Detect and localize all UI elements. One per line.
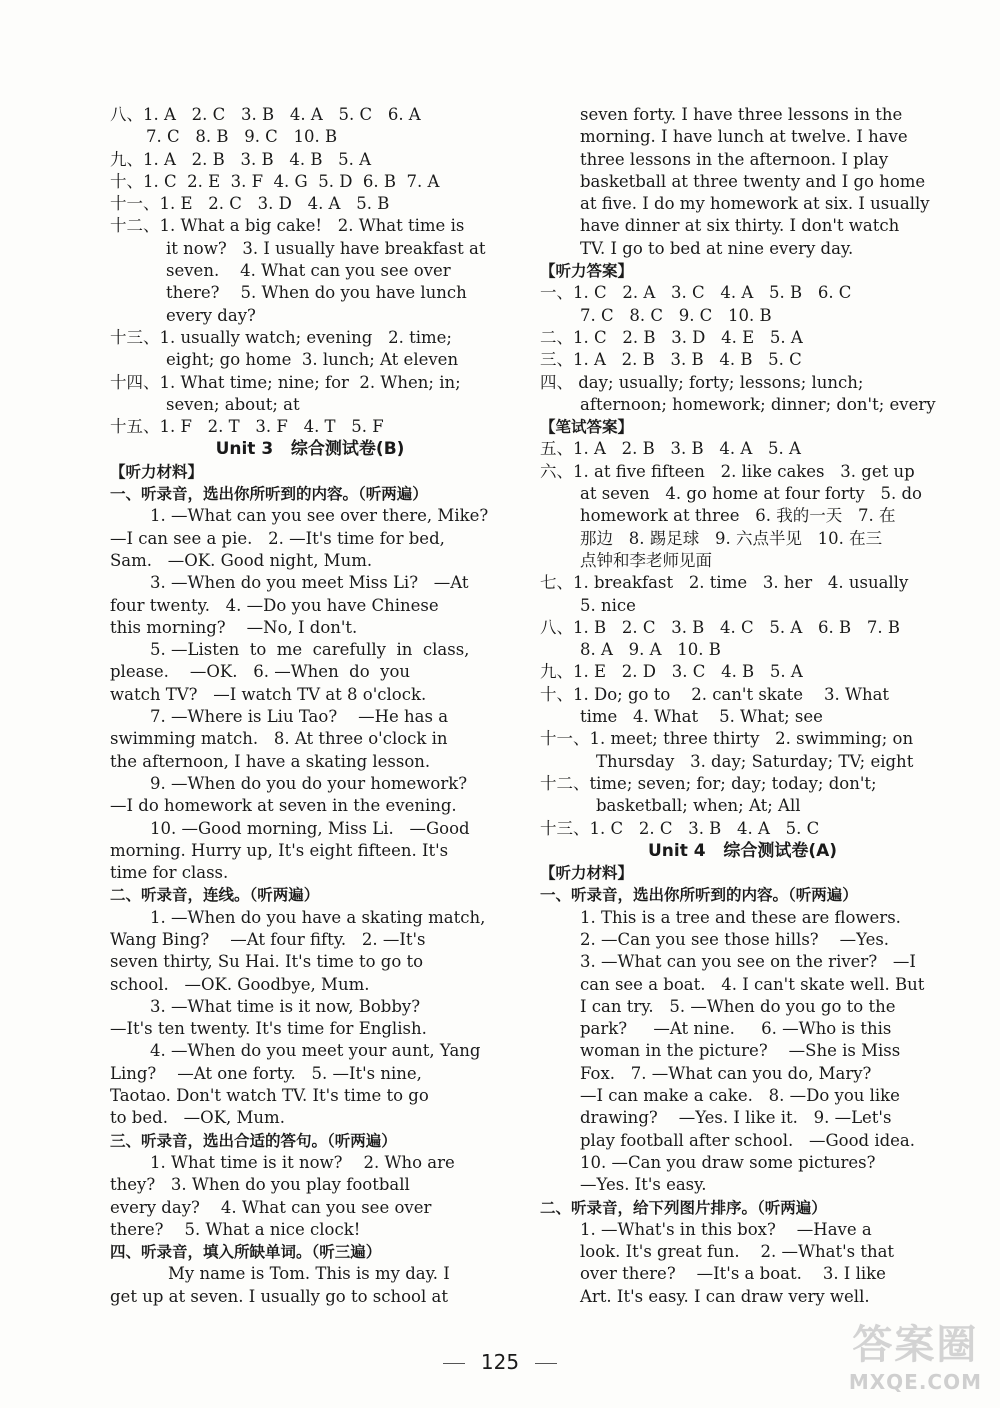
left-line: 7. —Where is Liu Tao? —He has a (150, 707, 449, 727)
right-line: TV. I go to bed at nine every day. (580, 238, 854, 258)
right-line: basketball at three twenty and I go home (580, 171, 926, 191)
right-line: Unit 4 综合测试卷(A) (647, 840, 838, 861)
right-line: 七、1. breakfast 2. time 3. her 4. usually (540, 573, 909, 593)
left-line: 十一、1. E 2. C 3. D 4. A 5. B (110, 194, 390, 214)
left-dash (443, 1363, 465, 1364)
right-line: 二、1. C 2. B 3. D 4. E 5. A (540, 327, 803, 347)
left-line: 1. What time is it now? 2. Who are (150, 1152, 455, 1172)
right-line: 一、听录音，选出你所听到的内容。（听两遍） (540, 886, 858, 905)
watermark (849, 1313, 982, 1394)
right-line: morning. I have lunch at twelve. I have (580, 127, 908, 147)
left-line: there? 5. What a nice clock! (110, 1219, 361, 1239)
right-line: 十、1. Do; go to 2. can't skate 3. What (540, 684, 890, 704)
right-line: 点钟和李老师见面 (580, 550, 712, 570)
left-line: My name is Tom. This is my day. I (168, 1264, 450, 1284)
right-line: homework at three 6. 我的一天 7. 在 (580, 506, 896, 526)
right-line: time 4. What 5. What; see (580, 707, 823, 727)
left-line: watch TV? —I watch TV at 8 o'clock. (110, 684, 427, 704)
left-line: get up at seven. I usually go to school at (110, 1286, 448, 1306)
right-line: afternoon; homework; dinner; don't; every (580, 394, 936, 414)
right-line: 7. C 8. C 9. C 10. B (580, 305, 772, 325)
left-line: to bed. —OK, Mum. (110, 1108, 285, 1128)
left-line: it now? 3. I usually have breakfast at (166, 238, 486, 258)
right-line: 八、1. B 2. C 3. B 4. C 5. A 6. B 7. B (540, 617, 900, 637)
left-line: 5. —Listen to me carefully in class, (150, 640, 470, 660)
left-line: seven. 4. What can you see over (166, 261, 451, 281)
left-line: 一、听录音，选出你所听到的内容。（听两遍） (110, 485, 428, 504)
right-line: Fox. 7. —What can you do, Mary? (580, 1063, 872, 1083)
right-line: drawing? —Yes. I like it. 9. —Let's (580, 1108, 892, 1128)
left-line: they? 3. When do you play football (110, 1175, 410, 1195)
right-line: 九、1. E 2. D 3. C 4. B 5. A (540, 662, 803, 682)
right-line: 四、 day; usually; forty; lessons; lunch; (540, 372, 864, 392)
right-line: Thursday 3. day; Saturday; TV; eight (596, 751, 914, 771)
left-line: swimming match. 8. At three o'clock in (110, 729, 448, 749)
left-line: 7. C 8. B 9. C 10. B (146, 127, 338, 147)
right-line: 一、1. C 2. A 3. C 4. A 5. B 6. C (540, 283, 852, 303)
right-line: 【听力答案】 (540, 262, 634, 281)
left-line: there? 5. When do you have lunch (166, 283, 467, 303)
left-line: Ling? —At one forty. 5. —It's nine, (110, 1063, 422, 1083)
left-line: please. —OK. 6. —When do you (110, 662, 411, 682)
right-line: 那边 8. 踢足球 9. 六点半见 10. 在三 (580, 528, 883, 548)
right-column (540, 104, 945, 1308)
right-line: three lessons in the afternoon. I play (580, 149, 889, 169)
left-line: four twenty. 4. —Do you have Chinese (110, 595, 439, 615)
right-line: I can try. 5. —When do you go to the (580, 996, 896, 1016)
left-line: 3. —What time is it now, Bobby? (150, 996, 421, 1016)
left-line: 三、听录音，选出合适的答句。（听两遍） (110, 1131, 397, 1150)
right-line: 五、1. A 2. B 3. B 4. A 5. A (540, 439, 801, 459)
right-line: woman in the picture? —She is Miss (580, 1041, 901, 1061)
right-line: 【听力材料】 (540, 864, 634, 883)
left-line: —It's ten twenty. It's time for English. (110, 1019, 427, 1039)
left-line: 10. —Good morning, Miss Li. —Good (150, 818, 470, 838)
left-line: 四、听录音，填入所缺单词。（听三遍） (110, 1243, 382, 1262)
right-line: 5. nice (580, 595, 636, 615)
page-number: 125 (480, 1350, 520, 1374)
watermark-url: MXQE.COM (848, 1370, 982, 1394)
left-line: 1. —What can you see over there, Mike? (150, 506, 489, 526)
left-line: time for class. (110, 863, 229, 883)
left-line: seven; about; at (166, 394, 300, 414)
left-column (110, 104, 510, 1308)
right-line: basketball; when; At; All (596, 796, 801, 816)
right-line: 三、1. A 2. B 3. B 4. B 5. C (540, 350, 802, 370)
right-line: 六、1. at five fifteen 2. like cakes 3. get up (540, 461, 915, 481)
right-line: can see a boat. 4. I can't skate well. But (580, 974, 925, 994)
left-line: Taotao. Don't watch TV. It's time to go (110, 1086, 429, 1106)
left-line: 4. —When do you meet your aunt, Yang (150, 1041, 481, 1061)
right-line: park? —At nine. 6. —Who is this (580, 1019, 892, 1039)
left-line: Wang Bing? —At four fifty. 2. —It's (110, 929, 426, 949)
left-line: school. —OK. Goodbye, Mum. (110, 974, 370, 994)
left-line: 八、1. A 2. C 3. B 4. A 5. C 6. A (110, 105, 421, 124)
right-line: 【笔试答案】 (540, 418, 634, 437)
right-line: 二、听录音，给下列图片排序。（听两遍） (540, 1198, 827, 1217)
right-line: 十三、1. C 2. C 3. B 4. A 5. C (540, 818, 820, 838)
right-line: Art. It's easy. I can draw very well. (580, 1286, 870, 1306)
left-line: —I can see a pie. 2. —It's time for bed, (110, 528, 445, 548)
left-line: 3. —When do you meet Miss Li? —At (150, 573, 469, 593)
left-line: 十四、1. What time; nine; for 2. When; in; (110, 372, 461, 392)
left-line: 二、听录音，连线。（听两遍） (110, 886, 320, 905)
right-line: over there? —It's a boat. 3. I like (580, 1264, 886, 1284)
left-line: Unit 3 综合测试卷(B) (215, 439, 405, 460)
right-line: —Yes. It's easy. (580, 1175, 707, 1195)
right-line: —I can make a cake. 8. —Do you like (580, 1086, 900, 1106)
right-line: 十一、1. meet; three thirty 2. swimming; on (540, 729, 914, 749)
right-line: 3. —What can you see on the river? —I (580, 952, 916, 972)
left-line: 十三、1. usually watch; evening 2. time; (110, 327, 452, 347)
left-line: 十、1. C 2. E 3. F 4. G 5. D 6. B 7. A (110, 171, 440, 191)
left-line: every day? 4. What can you see over (110, 1197, 432, 1217)
watermark-logo: 答案圈 (852, 1322, 979, 1368)
right-line: 8. A 9. A 10. B (580, 640, 721, 660)
right-line: 10. —Can you draw some pictures? (580, 1152, 876, 1172)
left-line: 1. —When do you have a skating match, (150, 907, 486, 927)
left-line: 十五、1. F 2. T 3. F 4. T 5. F (110, 417, 384, 437)
left-line: this morning? —No, I don't. (110, 617, 358, 637)
left-line: Sam. —OK. Good night, Mum. (110, 550, 373, 570)
left-line: 九、1. A 2. B 3. B 4. B 5. A (110, 149, 372, 169)
right-line: seven forty. I have three lessons in the (580, 105, 903, 124)
right-dash (535, 1363, 557, 1364)
right-line: at five. I do my homework at six. I usually (580, 194, 930, 214)
left-line: 【听力材料】 (110, 462, 204, 481)
right-line: 1. This is a tree and these are flowers. (580, 907, 901, 927)
right-line: have dinner at six thirty. I don't watch (580, 216, 900, 236)
right-line: 十二、time; seven; for; day; today; don't; (540, 773, 877, 793)
left-line: the afternoon, I have a skating lesson. (110, 751, 431, 771)
left-line: seven thirty, Su Hai. It's time to go to (110, 952, 424, 972)
right-line: at seven 4. go home at four forty 5. do (580, 484, 922, 504)
left-line: 9. —When do you do your homework? (150, 773, 468, 793)
left-line: eight; go home 3. lunch; At eleven (166, 350, 459, 370)
left-line: —I do homework at seven in the evening. (110, 796, 457, 816)
left-line: morning. Hurry up, It's eight fifteen. It's (110, 840, 449, 860)
left-line: every day? (166, 305, 256, 325)
right-line: look. It's great fun. 2. —What's that (580, 1242, 895, 1262)
right-line: play football after school. —Good idea. (580, 1130, 916, 1150)
left-line: 十二、1. What a big cake! 2. What time is (110, 216, 465, 236)
right-line: 1. —What's in this box? —Have a (580, 1219, 872, 1239)
right-line: 2. —Can you see those hills? —Yes. (580, 929, 890, 949)
